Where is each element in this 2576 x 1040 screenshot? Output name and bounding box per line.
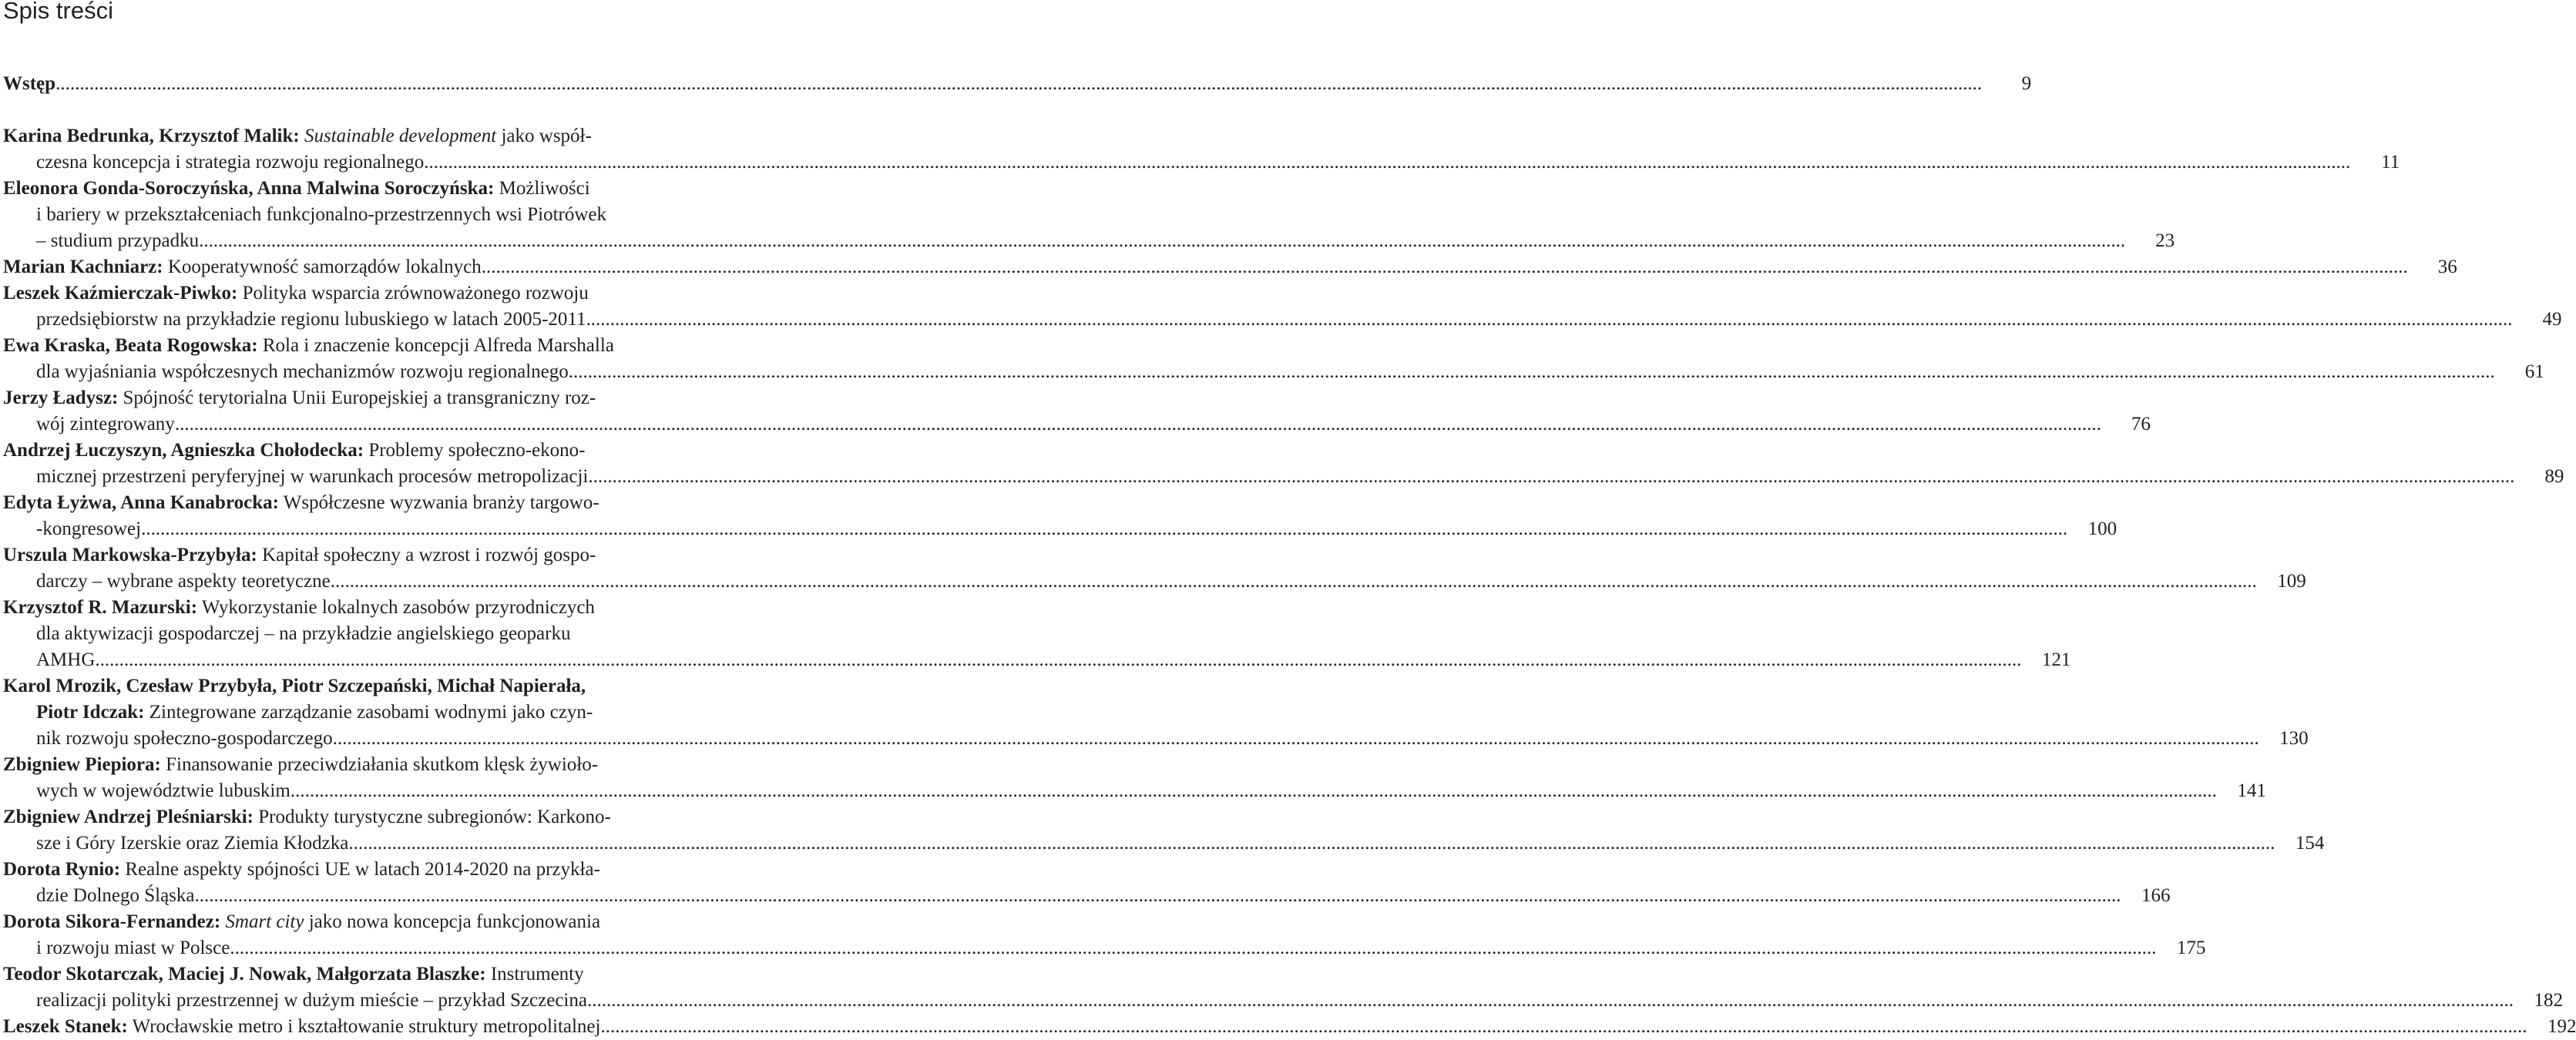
dot-leader: ................................................................................................................................................................................................................................................................................................................................................................................................................ <box>568 361 2495 382</box>
entry-title-text: Smart city <box>225 911 304 932</box>
entry-authors: Eleonora Gonda-Soroczyńska, Anna Malwina Soroczyńska: <box>3 178 495 199</box>
entry-title-part <box>3 385 596 411</box>
entry-title-text: dla aktywizacji gospodarczej – na przykładzie angielskiego geoparku <box>36 623 571 644</box>
entry-title-text: Wstęp <box>3 73 56 94</box>
toc-entry-kachniarz[interactable] <box>3 254 2457 280</box>
entry-title-text: Wykorzystanie lokalnych zasobów przyrodniczych <box>197 597 595 618</box>
toc-line-last <box>3 411 2151 438</box>
page-number[interactable]: 11 <box>2381 152 2400 173</box>
toc-line <box>3 176 737 202</box>
toc-line-last <box>3 935 2206 961</box>
dot-leader: ................................................................................................................................................................................................................................................................................................................................................................................................................ <box>588 466 2515 487</box>
entry-title-text: jako nowa koncepcja funkcjonowania <box>304 911 601 932</box>
toc-entry-skotarczak[interactable] <box>3 961 2563 1014</box>
dot-leader: ................................................................................................................................................................................................................................................................................................................................................................................................................ <box>424 152 2351 173</box>
toc-line <box>3 752 737 778</box>
entry-title-part <box>3 123 592 149</box>
entry-title-end <box>36 516 141 542</box>
entry-title-text: Produkty turystyczne subregionów: Karkono- <box>254 807 611 827</box>
entry-title-part <box>3 333 614 359</box>
toc-line-last <box>3 359 2544 385</box>
dot-leader: ................................................................................................................................................................................................................................................................................................................................................................................................................ <box>55 73 1983 94</box>
toc-line <box>3 123 737 149</box>
toc-entry-mazurski[interactable] <box>3 595 2071 673</box>
page-number[interactable]: 89 <box>2544 466 2564 487</box>
entry-authors: Zbigniew Andrzej Pleśniarski: <box>3 807 254 827</box>
entry-title-text: Zintegrowane zarządzanie zasobami wodnymi jako czyn- <box>144 702 593 723</box>
dot-leader: ................................................................................................................................................................................................................................................................................................................................................................................................................ <box>481 257 2408 277</box>
toc-line-last <box>3 988 2563 1014</box>
entry-title-text: Wrocławskie metro i kształtowanie struktury metropolitalnej <box>127 1016 601 1037</box>
entry-title-text: czesna koncepcja i strategia rozwoju regionalnego <box>36 152 425 173</box>
toc-line <box>3 621 737 647</box>
entry-authors: Dorota Rynio: <box>3 859 121 880</box>
toc-line-last <box>3 569 2306 595</box>
page-number[interactable]: 61 <box>2524 361 2544 382</box>
entry-title-part <box>3 909 600 935</box>
entry-title-text: Kapitał społeczny a wzrost i rozwój gospo- <box>257 545 596 565</box>
toc-line <box>3 699 737 726</box>
toc-line <box>3 280 737 307</box>
entry-title-end <box>36 411 175 438</box>
entry-title-text: Możliwości <box>494 178 590 199</box>
entry-authors: Krzysztof R. Mazurski: <box>3 597 198 618</box>
toc-line <box>3 385 737 411</box>
dot-leader: ................................................................................................................................................................................................................................................................................................................................................................................................................ <box>586 990 2514 1011</box>
dot-leader: ................................................................................................................................................................................................................................................................................................................................................................................................................ <box>174 414 2101 434</box>
entry-title-text: przedsiębiorstw na przykładzie regionu lubuskiego w latach 2005-2011 <box>36 309 586 330</box>
toc-line <box>3 542 737 569</box>
toc-entry-sikora[interactable] <box>3 909 2206 961</box>
page-number[interactable]: 182 <box>2534 990 2563 1011</box>
entry-title-text: Realne aspekty spójności UE w latach 2014-2020 na przykła- <box>120 859 600 880</box>
toc-entry-wstep[interactable] <box>3 71 2032 97</box>
toc-line <box>3 909 737 935</box>
toc-entry-ladysz[interactable] <box>3 385 2151 438</box>
entry-title-part <box>3 752 598 778</box>
toc-entry-markowska[interactable] <box>3 542 2306 595</box>
toc-entry-rynio[interactable] <box>3 857 2171 909</box>
toc-line <box>3 333 737 359</box>
page-number[interactable]: 154 <box>2295 833 2325 854</box>
entry-title-part <box>3 438 586 464</box>
entry-title-text: Rola i znaczenie koncepcji Alfreda Marshalla <box>257 335 614 356</box>
entry-title-part <box>3 176 590 202</box>
entry-authors: Karol Mrozik, Czesław Przybyła, Piotr Szczepański, Michał Napierała, <box>3 676 586 696</box>
page-number[interactable]: 23 <box>2155 230 2175 251</box>
entry-title-end <box>36 830 348 857</box>
entry-title-text: i rozwoju miast w Polsce <box>36 938 230 958</box>
entry-title-part <box>36 202 606 228</box>
entry-title-text: realizacji polityki przestrzennej w dużym mieście – przykład Szczecina <box>36 990 587 1011</box>
dot-leader: ................................................................................................................................................................................................................................................................................................................................................................................................................ <box>194 885 2121 906</box>
entry-title-text: Polityka wsparcia zrównoważonego rozwoju <box>237 283 589 304</box>
entry-authors: Edyta Łyżwa, Anna Kanabrocka: <box>3 492 279 513</box>
toc-entry-lyzwa[interactable] <box>3 490 2118 542</box>
entry-title-part <box>3 542 596 569</box>
toc-entry-gonda[interactable] <box>3 176 2175 254</box>
dot-leader: ................................................................................................................................................................................................................................................................................................................................................................................................................ <box>600 1016 2527 1037</box>
entry-title-part <box>3 595 595 621</box>
dot-leader: ................................................................................................................................................................................................................................................................................................................................................................................................................ <box>141 518 2068 539</box>
page-number[interactable]: 192 <box>2547 1016 2576 1037</box>
page-number[interactable]: 109 <box>2277 571 2306 592</box>
entry-title-end <box>3 254 482 280</box>
toc-line-last <box>3 149 2400 176</box>
entry-title-end <box>36 726 333 752</box>
page-number[interactable]: 166 <box>2141 885 2171 906</box>
page-number[interactable]: 100 <box>2087 518 2118 539</box>
toc-line <box>3 673 737 699</box>
entry-title-part <box>3 961 584 988</box>
entry-title-text: sze i Góry Izerskie oraz Ziemia Kłodzka <box>36 833 349 854</box>
entry-title-text: dzie Dolnego Śląska <box>36 885 195 906</box>
toc-line-last <box>3 647 2071 673</box>
entry-title-text: Współczesne wyzwania branży targowo- <box>278 492 599 513</box>
toc-line-last <box>3 254 2457 280</box>
entry-title-text: wój zintegrowany <box>36 414 175 434</box>
entry-title-end <box>36 464 588 490</box>
page-number[interactable]: 36 <box>2437 257 2457 277</box>
toc-line-last <box>3 830 2325 857</box>
toc-line-last <box>3 307 2562 333</box>
entry-authors: Jerzy Ładysz: <box>3 387 119 408</box>
toc-line <box>3 438 737 464</box>
toc-line-last <box>3 1014 2576 1040</box>
toc-line-last <box>3 883 2171 909</box>
entry-authors: Karina Bedrunka, Krzysztof Malik: <box>3 126 300 146</box>
entry-authors-cont: Piotr Idczak: <box>36 702 145 723</box>
toc-entry-bedrunka[interactable] <box>3 123 2400 176</box>
toc-line-last <box>3 726 2309 752</box>
entry-title-end <box>36 988 587 1014</box>
toc-line <box>3 490 737 516</box>
entry-authors: Dorota Sikora-Fernandez: <box>3 911 221 932</box>
dot-leader: ................................................................................................................................................................................................................................................................................................................................................................................................................ <box>199 230 2126 251</box>
toc-line-last <box>3 71 2032 97</box>
entry-title-text: Kooperatywność samorządów lokalnych <box>163 257 482 277</box>
entry-title-text: dla wyjaśniania współczesnych mechanizmów rozwoju regionalnego <box>36 361 569 382</box>
dot-leader: ................................................................................................................................................................................................................................................................................................................................................................................................................ <box>290 780 2217 801</box>
entry-title-end <box>3 1014 600 1040</box>
entry-title-end <box>36 883 195 909</box>
entry-title-text: i bariery w przekształceniach funkcjonalno-przestrzennych wsi Piotrówek <box>36 204 606 225</box>
dot-leader: ................................................................................................................................................................................................................................................................................................................................................................................................................ <box>586 309 2513 330</box>
entry-title-text: Finansowanie przeciwdziałania skutkom klęsk żywioło- <box>160 754 599 775</box>
entry-title-end <box>36 778 291 804</box>
entry-title-end <box>3 71 55 97</box>
toc-entry-kraska[interactable] <box>3 333 2544 385</box>
entry-title-part <box>36 699 593 726</box>
dot-leader: ................................................................................................................................................................................................................................................................................................................................................................................................................ <box>332 728 2259 749</box>
entry-title-text: nik rozwoju społeczno-gospodarczego <box>36 728 333 749</box>
entry-authors: Andrzej Łuczyszyn, Agnieszka Chołodecka: <box>3 440 364 461</box>
entry-title-text: – studium przypadku <box>36 230 200 251</box>
dot-leader: ................................................................................................................................................................................................................................................................................................................................................................................................................ <box>230 938 2157 958</box>
page-number[interactable]: 49 <box>2542 309 2562 330</box>
toc-entry-luczyszyn[interactable] <box>3 438 2564 490</box>
entry-title-end <box>36 307 586 333</box>
entry-title-text: micznej przestrzeni peryferyjnej w warunkach procesów metropolizacji <box>36 466 589 487</box>
page-number[interactable]: 130 <box>2279 728 2309 749</box>
entry-authors: Leszek Kaźmierczak-Piwko: <box>3 283 238 304</box>
entry-authors: Leszek Stanek: <box>3 1016 128 1037</box>
dot-leader: ................................................................................................................................................................................................................................................................................................................................................................................................................ <box>330 571 2257 592</box>
toc-entry-mrozik[interactable] <box>3 673 2309 752</box>
entry-title-end <box>36 647 95 673</box>
toc-line-last <box>3 464 2564 490</box>
page-number[interactable]: 9 <box>2021 73 2032 94</box>
entry-title-text: -kongresowej <box>36 518 142 539</box>
page-number[interactable]: 175 <box>2176 938 2206 958</box>
entry-authors: Marian Kachniarz: <box>3 257 163 277</box>
entry-title-end <box>36 935 230 961</box>
page-number[interactable]: 76 <box>2131 414 2151 434</box>
entry-title-end <box>36 359 569 385</box>
entry-title-text: darczy – wybrane aspekty teoretyczne <box>36 571 331 592</box>
toc-line-last <box>3 228 2175 254</box>
entry-authors: Urszula Markowska-Przybyła: <box>3 545 257 565</box>
toc-line-last <box>3 778 2266 804</box>
entry-title-part <box>36 621 570 647</box>
entry-title-part <box>3 804 611 830</box>
entry-title-text: jako współ- <box>496 126 592 146</box>
page-number[interactable]: 141 <box>2237 780 2266 801</box>
entry-title-part <box>3 490 599 516</box>
entry-title-text: AMHG <box>36 649 96 670</box>
entry-title-end <box>36 149 424 176</box>
toc-entry-piepiora[interactable] <box>3 752 2266 804</box>
entry-title-end <box>36 569 331 595</box>
entry-title-text: Problemy społeczno-ekono- <box>364 440 586 461</box>
entry-title-text: Spójność terytorialna Unii Europejskiej a transgraniczny roz- <box>118 387 596 408</box>
entry-authors: Teodor Skotarczak, Maciej J. Nowak, Małgorzata Blaszke: <box>3 964 486 985</box>
toc-entry-kazmierczak[interactable] <box>3 280 2562 333</box>
entry-title-text: wych w województwie lubuskim <box>36 780 291 801</box>
entry-authors: Ewa Kraska, Beata Rogowska: <box>3 335 258 356</box>
toc-line-last <box>3 516 2118 542</box>
entry-title-text: Sustainable development <box>304 126 497 146</box>
toc-entry-stanek[interactable] <box>3 1014 2576 1040</box>
toc-line <box>3 202 737 228</box>
dot-leader: ................................................................................................................................................................................................................................................................................................................................................................................................................ <box>95 649 2022 670</box>
toc-line <box>3 857 737 883</box>
entry-authors: Zbigniew Piepiora: <box>3 754 161 775</box>
dot-leader: ................................................................................................................................................................................................................................................................................................................................................................................................................ <box>348 833 2275 854</box>
toc-line <box>3 804 737 830</box>
entry-title-part <box>3 280 589 307</box>
toc-line <box>3 595 737 621</box>
toc-entry-plesniarski[interactable] <box>3 804 2325 857</box>
entry-title-end <box>36 228 199 254</box>
entry-title-part <box>3 857 600 883</box>
toc-line <box>3 961 737 988</box>
page-title: Spis treści <box>3 0 113 24</box>
entry-title-text: Instrumenty <box>485 964 584 985</box>
page-number[interactable]: 121 <box>2041 649 2071 670</box>
